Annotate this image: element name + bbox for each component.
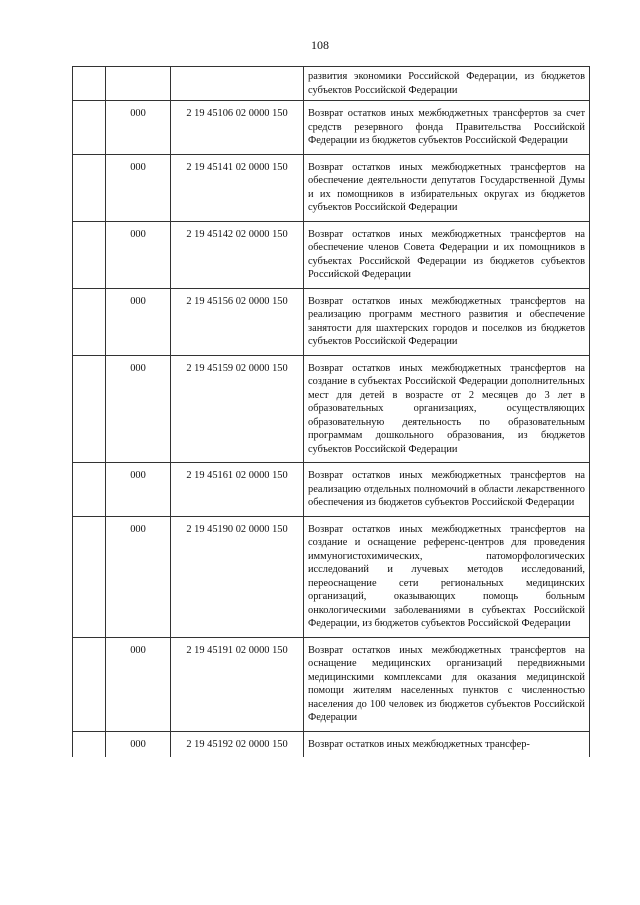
table-row [73,463,590,517]
budget-code-cell: 2 19 45192 02 0000 150 [171,731,304,757]
table-row [73,67,590,101]
admin-code-cell: 000 [106,355,171,463]
admin-code-cell: 000 [106,221,171,288]
table-row [73,154,590,221]
table-cell-empty [73,154,106,221]
admin-code-cell: 000 [106,463,171,517]
table-row [73,637,590,731]
budget-code-cell: 2 19 45142 02 0000 150 [171,221,304,288]
description-cell: развития экономики Российской Федерации, из бюджетов субъектов Российской Федерации [304,67,590,101]
table-row [73,221,590,288]
table-cell-empty [73,516,106,637]
table-cell-empty [73,221,106,288]
table-cell-empty [73,101,106,155]
table-cell-empty [73,637,106,731]
table-row [73,731,590,757]
page-number: 108 [311,38,329,52]
admin-code-cell: 000 [106,101,171,155]
description-cell: Возврат остатков иных межбюджетных трансфертов на создание и оснащение референс-центров для проведения иммуногистохимических, патоморфологических исследований и лучевых методов исследований, переоснащение сети региональных медицинских организаций, оказывающих помощь больным онкологическими заболеваниями в субъектах Российской Федерации, из бюджетов субъектов Российской Федерации [304,516,590,637]
description-cell: Возврат остатков иных межбюджетных трансфертов за счет средств резервного фонда Правительства Российской Федерации из бюджетов субъектов Российской Федерации [304,101,590,155]
table-row [73,288,590,355]
description-cell: Возврат остатков иных межбюджетных трансфертов на реализацию программ местного развития и обеспечение занятости для шахтерских городов и поселков из бюджетов субъектов Российской Федерации [304,288,590,355]
admin-code-cell: 000 [106,731,171,757]
budget-code-cell: 2 19 45141 02 0000 150 [171,154,304,221]
table-row [73,355,590,463]
budget-code-cell [171,67,304,101]
admin-code-cell: 000 [106,637,171,731]
budget-code-cell: 2 19 45161 02 0000 150 [171,463,304,517]
admin-code-cell: 000 [106,288,171,355]
budget-code-cell: 2 19 45191 02 0000 150 [171,637,304,731]
table-cell-empty [73,288,106,355]
budget-code-cell: 2 19 45159 02 0000 150 [171,355,304,463]
admin-code-cell: 000 [106,154,171,221]
table-cell-empty [73,731,106,757]
admin-code-cell: 000 [106,516,171,637]
table-row [73,516,590,637]
budget-code-cell: 2 19 45106 02 0000 150 [171,101,304,155]
description-cell: Возврат остатков иных межбюджетных трансфер- [304,731,590,757]
table-cell-empty [73,67,106,101]
description-cell: Возврат остатков иных межбюджетных трансфертов на реализацию отдельных полномочий в области лекарственного обеспечения из бюджетов субъектов Российской Федерации [304,463,590,517]
description-cell: Возврат остатков иных межбюджетных трансфертов на оснащение медицинских организаций передвижными медицинскими комплексами для оказания медицинской помощи жителям населенных пунктов с численностью населения до 100 человек из бюджетов субъектов Российской Федерации [304,637,590,731]
table-cell-empty [73,355,106,463]
description-cell: Возврат остатков иных межбюджетных трансфертов на создание в субъектах Российской Федерации дополнительных мест для детей в возрасте от 2 месяцев до 3 лет в образовательных организациях, осуществляющих образовательную деятельность по образовательным программам дошкольного образования, из бюджетов субъектов Российской Федерации [304,355,590,463]
budget-codes-table [72,66,590,757]
table-row [73,101,590,155]
budget-code-cell: 2 19 45190 02 0000 150 [171,516,304,637]
budget-code-cell: 2 19 45156 02 0000 150 [171,288,304,355]
description-cell: Возврат остатков иных межбюджетных трансфертов на обеспечение членов Совета Федерации и их помощников в субъектах Российской Федерации из бюджетов субъектов Российской Федерации [304,221,590,288]
table-cell-empty [73,463,106,517]
description-cell: Возврат остатков иных межбюджетных трансфертов на обеспечение деятельности депутатов Государственной Думы и их помощников в избирательных округах из бюджетов субъектов Российской Федерации [304,154,590,221]
admin-code-cell [106,67,171,101]
